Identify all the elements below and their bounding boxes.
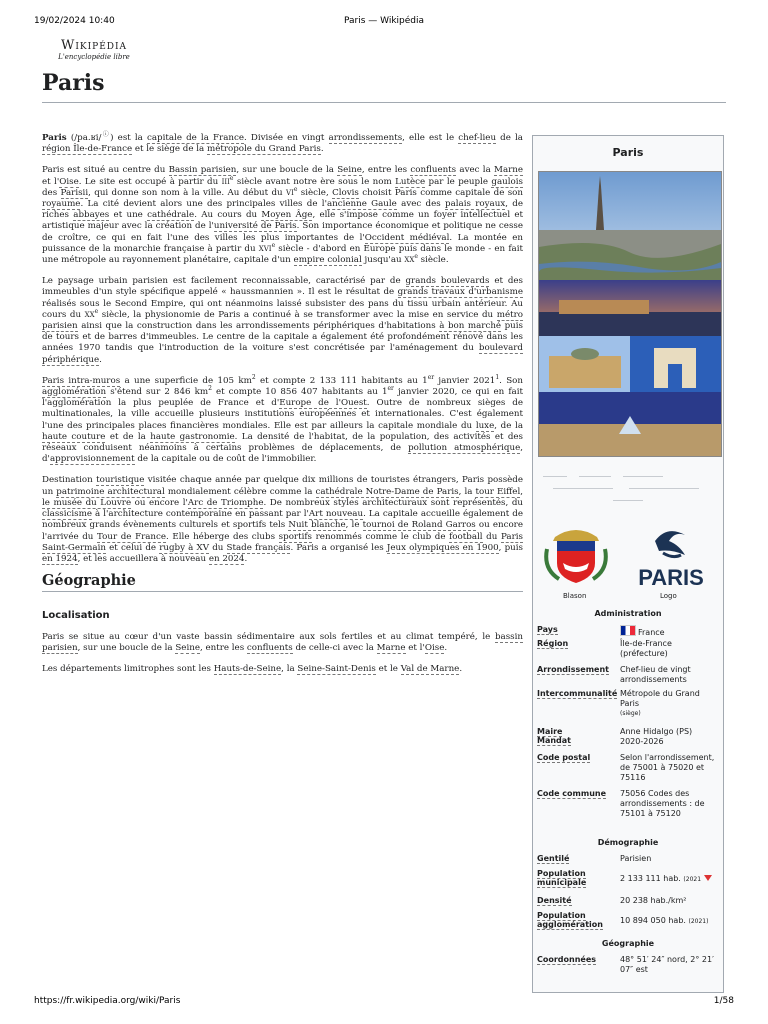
link[interactable]: royaume [42, 199, 81, 210]
caption-line [553, 488, 613, 489]
print-page-number: 1/58 [713, 996, 734, 1006]
link[interactable]: Nuit blanche [288, 520, 346, 531]
link[interactable]: métro parisien [42, 309, 523, 332]
link[interactable]: empire colonial [293, 255, 362, 266]
row-year[interactable]: (2021 [683, 876, 702, 883]
link[interactable]: métropole du Grand Paris [206, 144, 321, 155]
link[interactable]: Bassin parisien [168, 165, 237, 176]
link[interactable]: Jeux olympiques en 1900 [386, 542, 499, 553]
link[interactable]: Seine [337, 165, 362, 176]
paris-logo-image[interactable] [625, 519, 717, 589]
row-value[interactable]: France [638, 628, 665, 637]
link[interactable]: Seine-Saint-Denis [297, 663, 376, 674]
row-value[interactable]: 48° 51′ 24″ nord, 2° 21′ 07″ est [620, 955, 714, 974]
link[interactable]: en 2024 [208, 553, 245, 564]
paragraph-tourism: Destination touristique visitée chaque année par quelque dix millions de touristes étrangers, Paris possède un patrimoine architectural mondialement célèbre comme la cathédrale Notre-Dame de Paris, la tour Eiffel, le musée du Louvre ou encore l'Arc de Triomphe. De nombreux styles architecturaux sont représentés, du classicisme à l'architecture contemporaine en passant par l'Art nouveau. La capitale accueille également de nombreux grands évènements culturels et sportifs tels Nuit blanche, le tournoi de Roland Garros ou encore l'arrivée du Tour de France. Elle héberge des clubs sportifs renommés comme le club de football du Paris Saint-Germain et celui de rugby à XV du Stade français. Paris a organisé les Jeux olympiques en 1900, puis en 1924, et les accueillera à nouveau en 2024. [42, 475, 524, 564]
caption-line [613, 500, 643, 501]
row-label[interactable]: Population agglomération [537, 911, 603, 929]
logo-tagline: L'encyclopédie libre [58, 53, 130, 61]
row-label[interactable]: Maire [537, 727, 563, 736]
row-value: 20 238 hab./km² [620, 896, 687, 905]
link[interactable]: touristique [96, 475, 145, 486]
paris-montage-image[interactable] [538, 171, 722, 457]
link[interactable]: haute couture [42, 431, 106, 442]
link[interactable]: bassin parisien [42, 631, 523, 653]
infobox-section-administration: Administration [594, 609, 662, 618]
paragraph-urbanism: Le paysage urbain parisien est facilement reconnaissable, caractérisé par de grands boulevards et des immeubles d'un style spécifique appelé « haussmannien ». Il est le résultat de grands travaux d'urbanisme réalisés sous le Second Empire, qui ont néanmoins laissé subsister des pans du tissu urbain antérieur. Au cours du XXe siècle, la physionomie de Paris a continué à se transformer avec la mise en service du métro parisien ainsi que la construction dans les arrondissements périphériques d'habitations à bon marché puis de tours et de barres d'immeubles. Le centre de la capitale a également été profondément rénové dans les années 1970 tandis que l'introduction de la voiture s'est concrétisée par l'aménagement du boulevard périphérique. [42, 276, 524, 365]
row-label[interactable]: Gentilé [537, 854, 570, 863]
print-url: https://fr.wikipedia.org/wiki/Paris [34, 996, 181, 1006]
row-year[interactable]: (2021) [688, 918, 709, 925]
print-doc-title: Paris — Wikipédia [343, 16, 425, 26]
row-label[interactable]: Région [537, 639, 569, 648]
infobox-title: Paris [612, 146, 644, 159]
link[interactable]: Arc de Triomphe [187, 497, 264, 508]
decrease-arrow-icon [704, 875, 712, 881]
caption-line [623, 476, 663, 477]
title-divider [42, 102, 726, 103]
link[interactable]: Parisii [60, 187, 89, 198]
link[interactable]: Oise [59, 176, 79, 187]
page-title: Paris [42, 70, 105, 96]
link[interactable]: en 1924 [42, 553, 78, 564]
link[interactable]: approvisionnement [49, 454, 135, 465]
infobox-section-geographie: Géographie [601, 939, 655, 948]
link[interactable]: boulevard périphérique [42, 343, 523, 365]
section-heading-geographie: Géographie [42, 575, 523, 592]
row-note: (siège) [620, 710, 641, 717]
row-value: Parisien [620, 854, 652, 863]
row-value: 2020-2026 [620, 737, 664, 746]
section-heading-localisation: Localisation [42, 610, 110, 622]
link[interactable]: Marne [376, 642, 406, 653]
link[interactable]: région Île-de-France [42, 144, 133, 155]
link[interactable]: Art nouveau [308, 509, 364, 520]
row-label[interactable]: Code commune [537, 789, 607, 798]
link[interactable]: grands travaux d'urbanisme [397, 287, 523, 298]
link[interactable]: Paris intra-muros [42, 375, 121, 386]
row-value: Selon l'arrondissement, de 75001 à 75020 et 75116 [620, 753, 715, 782]
france-flag-icon [620, 625, 636, 636]
infobox [532, 135, 724, 993]
paris-logo-text: PARIS [638, 565, 704, 589]
link[interactable]: grands boulevards [405, 276, 490, 287]
link[interactable]: chef-lieu [458, 133, 497, 143]
row-label[interactable]: Arrondissement [537, 665, 609, 674]
row-label[interactable]: Coordonnées [537, 955, 597, 964]
link[interactable]: classicisme [42, 509, 92, 520]
paragraph-history: Paris est situé au centre du Bassin parisien, sur une boucle de la Seine, entre les confluents avec la Marne et l'Oise. Le site est occupé à partir du IIIe siècle avant notre ère sous le nom Lutèce par le peuple gaulois des Parisii, qui donne son nom à la ville. Au début du VIe siècle, Clovis choisit Paris comme capitale de son royaume. La cité devient alors une des principales villes de l'ancienne Gaule avec des palais royaux, de riches abbayes et une cathédrale. Au cours du Moyen Âge, elle s'impose comme un foyer intellectuel et artistique majeur avec la création de l'université de Paris. Son importance économique et politique ne cesse de croître, ce qui en fait l'une des villes les plus importantes de l'Occident médiéval. La montée en puissance de la monarchie française à partir du XVIe siècle - d'abord en Europe puis dans le monde - en fait une métropole au rayonnement planétaire, capitale d'un empire colonial jusqu'au XXe siècle. [42, 165, 524, 266]
link[interactable]: Tour de France [97, 531, 167, 542]
link[interactable]: confluents [410, 165, 457, 176]
link[interactable]: Occident médiéval [364, 232, 450, 243]
link[interactable]: Europe de l'Ouest [279, 398, 367, 409]
link[interactable]: Moyen Âge [261, 210, 313, 221]
link[interactable]: agglomération [42, 387, 107, 398]
paragraph-localisation: Paris se situe au cœur d'un vaste bassin sédimentaire aux sols fertiles et au climat tempéré, le bassin parisien, sur une boucle de la Seine, entre les confluents de celle-ci avec la Marne et l'Oise. [42, 631, 523, 653]
link[interactable]: cathédrale Notre-Dame de Paris [315, 486, 459, 497]
link[interactable]: capitale de la France [146, 133, 244, 143]
row-label[interactable]: Intercommunalité [537, 689, 618, 698]
row-value: 2 133 111 hab. [620, 874, 681, 883]
logo-caption: Logo [660, 592, 677, 600]
link[interactable]: Lutèce [395, 176, 426, 187]
paragraph-population: Paris intra-muros a une superficie de 105 $km^2$ et compte 2 133 111 habitants au 1er janvier 2021$^1$. Son agglomération s'étend sur 2 846 $km^2$ et compte 10 856 407 habitants au 1er janvier 2020, ce qui en fait l'agglomération la plus peuplée de France et d'Europe de l'Ouest. Outre de nombreux sièges de multinationales, la ville accueille plusieurs institutions européennes et internationales. C'est également l'une des principales places financières mondiales. Elle est par ailleurs la capitale mondiale du luxe, de la haute couture et de la haute gastronomie. La densité de l'habitat, de la population, des activités et des réseaux conduisent néanmoins à certains problèmes de déplacements, de pollution atmosphérique, d'approvisionnement de la capitale ou de coût de l'immobilier. [42, 373, 523, 465]
row-label[interactable]: Mandat [537, 736, 572, 745]
link[interactable]: tour Eiffel [475, 486, 521, 497]
logo-wordmark: Wikipédia [60, 38, 128, 53]
link[interactable]: cathédrale [147, 210, 195, 221]
link[interactable]: rugby à XV [159, 542, 210, 553]
row-label[interactable]: Population municipale [537, 869, 587, 887]
caption-line [579, 476, 611, 477]
row-label[interactable]: Densité [537, 896, 572, 905]
row-label[interactable]: Pays [537, 625, 558, 634]
link[interactable]: tournoi de Roland Garros [362, 520, 476, 531]
link[interactable]: pollution atmosphérique [408, 443, 521, 454]
row-value[interactable]: Métropole du Grand Paris [620, 689, 700, 708]
link[interactable]: arrondissements [328, 133, 403, 143]
link[interactable]: le musée du Louvre [42, 497, 132, 508]
link[interactable]: Seine [175, 642, 200, 653]
blason-image[interactable] [541, 519, 611, 589]
link[interactable]: Clovis [332, 187, 359, 198]
link[interactable]: football [449, 531, 483, 542]
link[interactable]: Paris Saint-Germain [42, 531, 523, 553]
link[interactable]: Marne [494, 165, 524, 176]
link[interactable]: université de Paris [213, 221, 297, 232]
link[interactable]: Val de Marne [400, 663, 460, 674]
link[interactable]: à bon marché [439, 321, 502, 332]
link[interactable]: Hauts-de-Seine [213, 663, 282, 674]
row-value: 75056 Codes des arrondissements : de 75101 à 75120 [620, 789, 705, 818]
link[interactable]: sportifs [278, 531, 313, 542]
caption-line [543, 476, 567, 477]
wikipedia-logo[interactable] [54, 38, 134, 61]
paragraph-departements: Les départements limitrophes sont les Hauts-de-Seine, la Seine-Saint-Denis et le Val de Marne. [42, 663, 463, 674]
print-datetime: 19/02/2024 10:40 [34, 16, 115, 26]
link[interactable]: Oise [424, 642, 445, 653]
link[interactable]: abbayes [73, 210, 110, 221]
row-value[interactable]: Île-de-France (préfecture) [620, 639, 672, 658]
caption-line [629, 488, 699, 489]
link[interactable]: Stade français [226, 542, 291, 553]
infobox-section-demographie: Démographie [597, 838, 659, 847]
article-body [42, 133, 523, 685]
link[interactable]: luxe [475, 420, 495, 431]
row-value[interactable]: Anne Hidalgo (PS) [620, 727, 693, 736]
link[interactable]: confluents [246, 642, 293, 653]
link[interactable]: haute gastronomie [150, 431, 235, 442]
link[interactable]: gaulois [491, 176, 523, 187]
blason-caption: Blason [563, 592, 587, 600]
row-value: 10 894 050 hab. [620, 916, 686, 925]
row-label[interactable]: Code postal [537, 753, 591, 762]
link[interactable]: patrimoine architectural [56, 486, 165, 497]
row-value[interactable]: Chef-lieu de vingt arrondissements [620, 665, 691, 684]
paragraph-intro: Paris (/pa.ʁi/ⓘ) est la capitale de la France. Divisée en vingt arrondissements, elle est le chef-lieu de la région Île-de-France et le siège de la métropole du Grand Paris. [42, 131, 523, 155]
link[interactable]: ancienne Gaule [326, 199, 397, 210]
link[interactable]: palais royaux [445, 199, 506, 210]
